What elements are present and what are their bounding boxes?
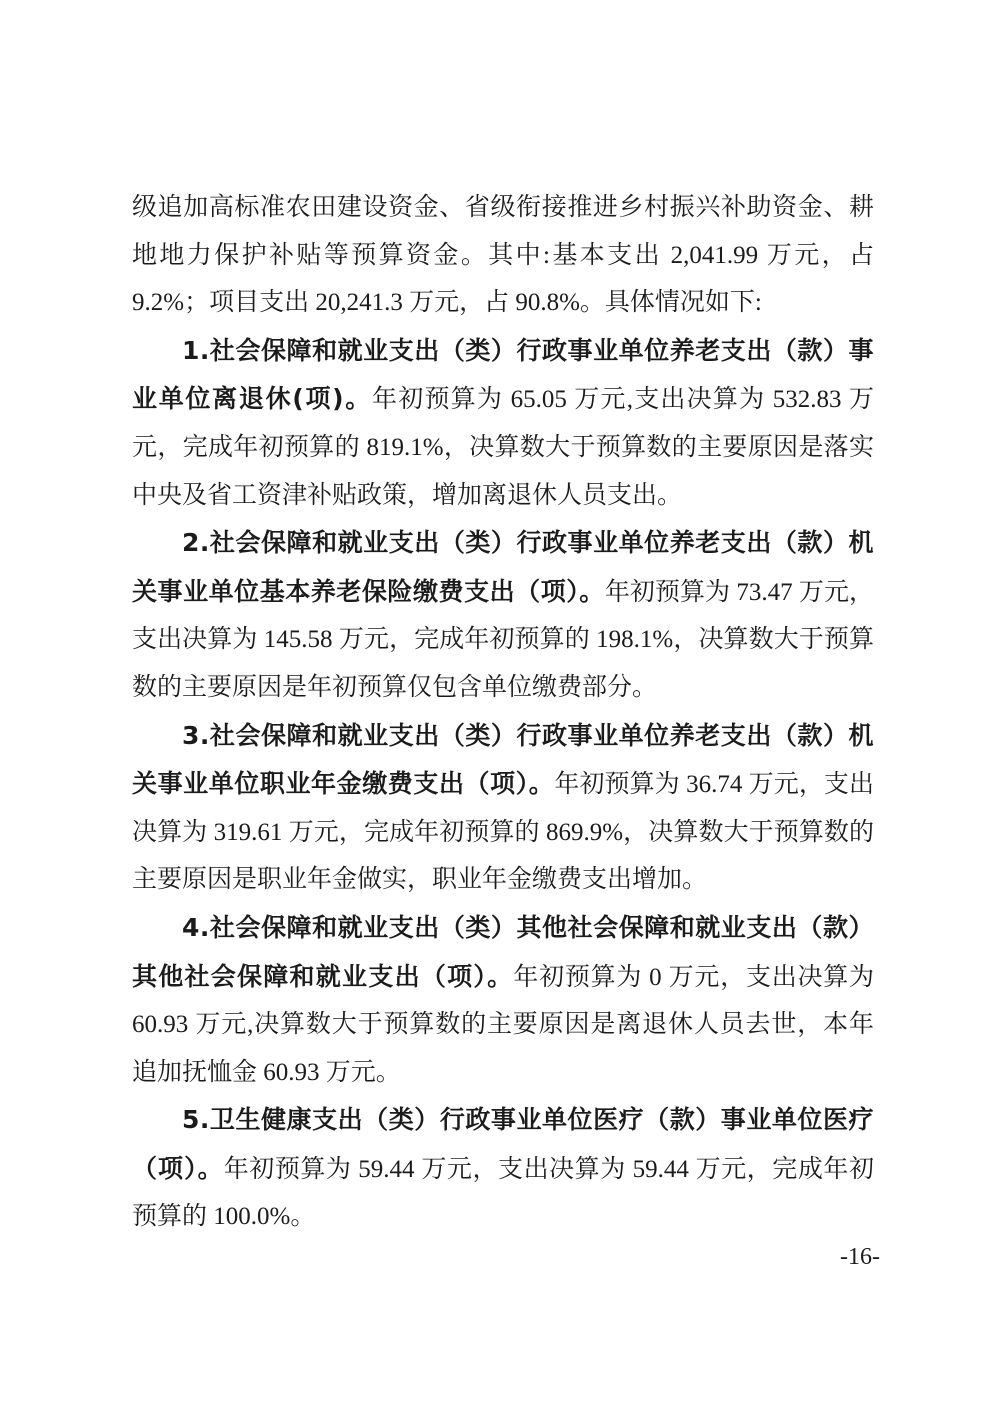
paragraph-continuation-text: 级追加高标准农田建设资金、省级衔接推进乡村振兴补助资金、耕地地力保护补贴等预算资金。其中:基本支出 2,041.99 万元，占 9.2%；项目支出 20,241.3 万元，占 90.8%。具体情况如下: <box>132 194 874 317</box>
paragraph-item-5 <box>132 1096 874 1241</box>
item-1-heading: 1.社会保障和就业支出（类）行政事业单位养老支出（款）事业单位离退休(项)。 <box>132 335 874 414</box>
paragraph-item-3 <box>132 712 874 904</box>
item-1-body: 年初预算为 65.05 万元,支出决算为 532.83 万元，完成年初预算的 819.1%，决算数大于预算数的主要原因是落实中央及省工资津补贴政策，增加离退休人员支出。 <box>132 386 874 509</box>
item-3-body: 年初预算为 36.74 万元，支出决算为 319.61 万元，完成年初预算的 869.9%，决算数大于预算数的主要原因是职业年金做实，职业年金缴费支出增加。 <box>132 771 874 894</box>
item-2-body: 年初预算为 73.47 万元，支出决算为 145.58 万元，完成年初预算的 198.1%，决算数大于预算数的主要原因是年初预算仅包含单位缴费部分。 <box>132 578 874 701</box>
item-4-heading: 4.社会保障和就业支出（类）其他社会保障和就业支出（款）其他社会保障和就业支出（项）。 <box>132 912 874 991</box>
paragraph-item-1 <box>132 327 874 519</box>
item-5-heading: 5.卫生健康支出（类）行政事业单位医疗（款）事业单位医疗（项）。 <box>132 1105 874 1183</box>
page-number: -16- <box>840 1244 880 1270</box>
paragraph-item-2 <box>132 519 874 711</box>
item-5-body: 年初预算为 59.44 万元，支出决算为 59.44 万元，完成年初预算的 100.0%。 <box>132 1155 874 1231</box>
item-4-body: 年初预算为 0 万元，支出决算为 60.93 万元,决算数大于预算数的主要原因是离退休人员去世，本年追加抚恤金 60.93 万元。 <box>132 963 874 1086</box>
paragraph-item-4 <box>132 904 874 1096</box>
document-body <box>132 184 874 1241</box>
item-3-heading: 3.社会保障和就业支出（类）行政事业单位养老支出（款）机关事业单位职业年金缴费支出（项）。 <box>132 720 874 799</box>
item-2-heading: 2.社会保障和就业支出（类）行政事业单位养老支出（款）机关事业单位基本养老保险缴费支出（项）。 <box>132 528 874 606</box>
paragraph-continuation <box>132 184 874 327</box>
